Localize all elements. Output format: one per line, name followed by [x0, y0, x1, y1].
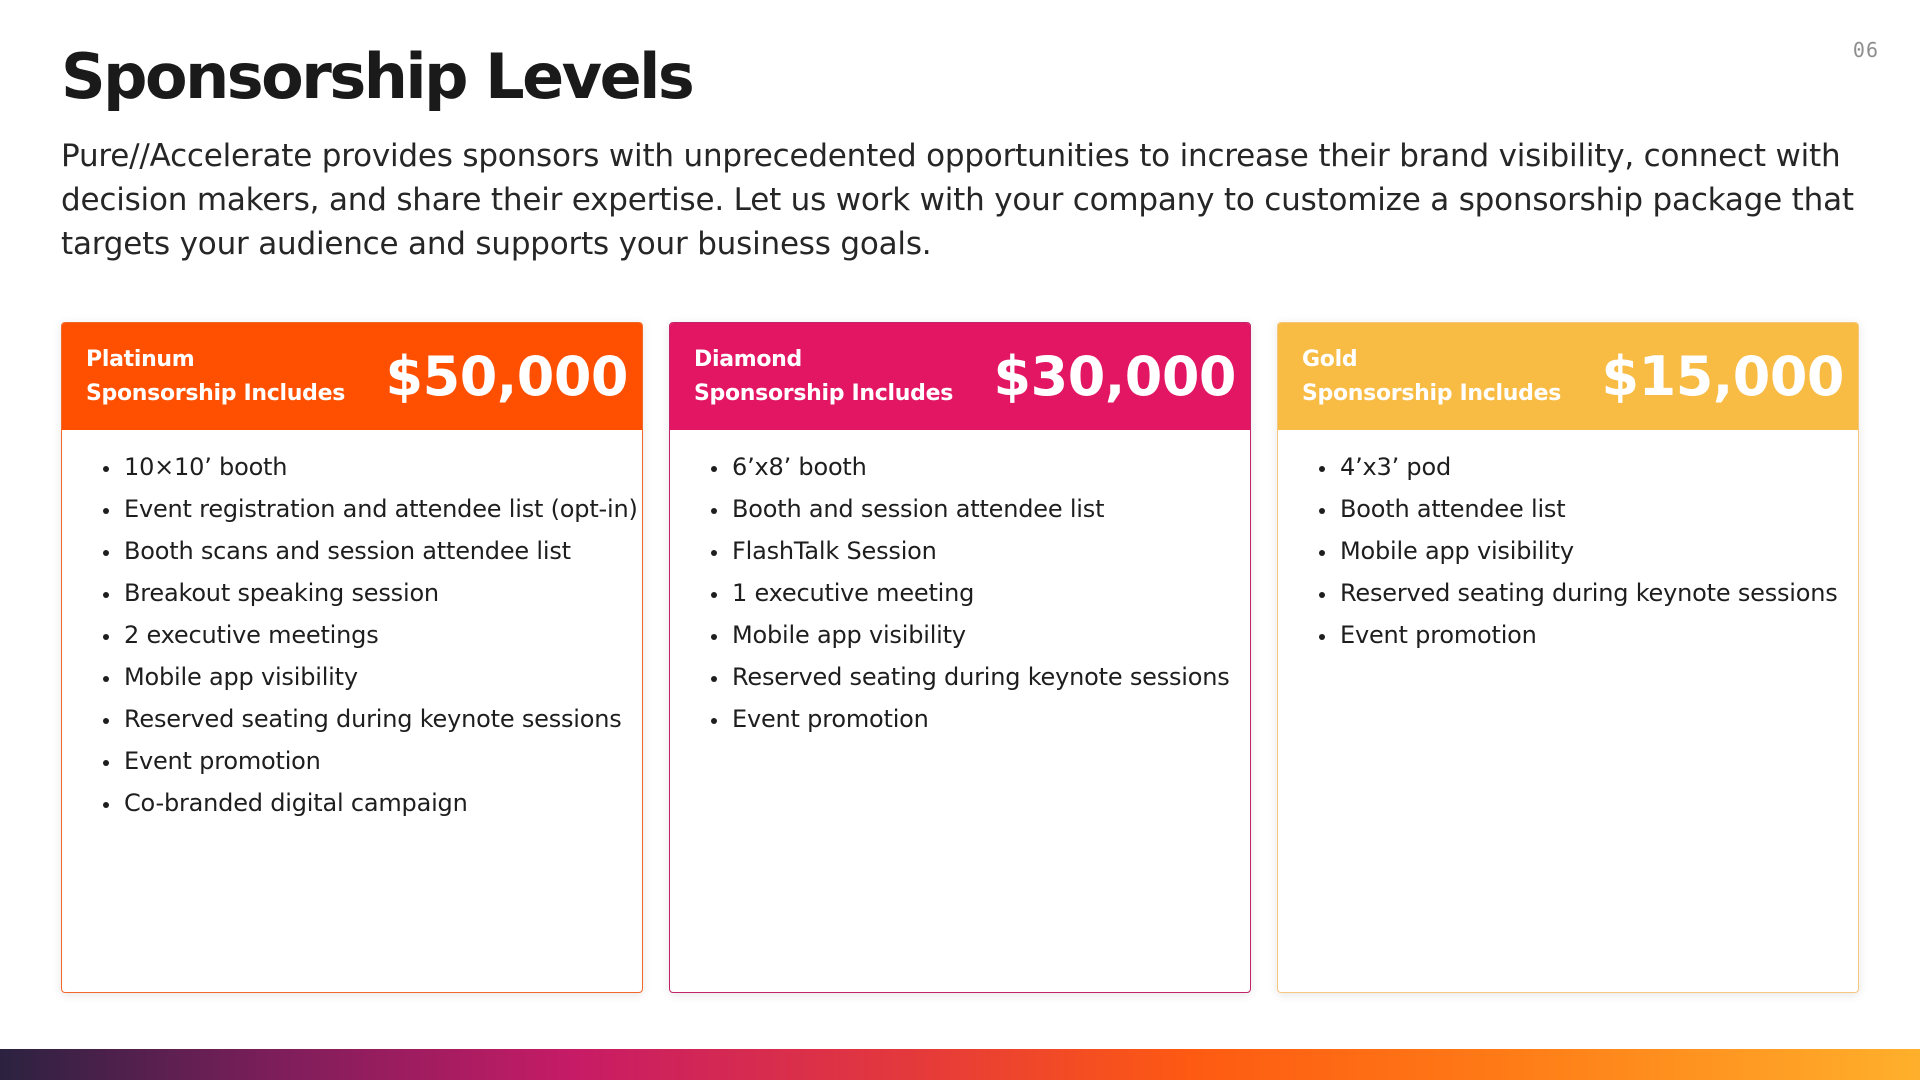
gold-benefits-list — [1338, 446, 1858, 656]
gold-tier-subtitle: Sponsorship Includes — [1302, 380, 1561, 406]
platinum-card — [61, 322, 643, 993]
platinum-benefits-list — [122, 446, 642, 824]
benefit-item: • Event promotion — [1338, 614, 1858, 656]
diamond-card-header — [670, 323, 1250, 430]
intro-paragraph: Pure//Accelerate provides sponsors with unprecedented opportunities to increase their brand visibility, connect with decision makers, and share their expertise. Let us work with your company to customize a sponsorship package that targets your audience and supports your business goals. — [61, 138, 1854, 262]
benefit-item: • Event promotion — [122, 740, 642, 782]
platinum-tier-subtitle: Sponsorship Includes — [86, 380, 345, 406]
diamond-benefits-list — [730, 446, 1250, 740]
benefit-item: • Booth and session attendee list — [730, 488, 1250, 530]
diamond-tier-name: Diamond — [694, 346, 802, 372]
diamond-price: $30,000 — [993, 345, 1236, 408]
benefit-item: • Mobile app visibility — [122, 656, 642, 698]
slide-title: Sponsorship Levels — [61, 40, 693, 113]
benefit-item: • Breakout speaking session — [122, 572, 642, 614]
benefit-item: • Reserved seating during keynote sessions — [122, 698, 642, 740]
gold-card — [1277, 322, 1859, 993]
benefit-item: • Booth attendee list — [1338, 488, 1858, 530]
diamond-tier-subtitle: Sponsorship Includes — [694, 380, 953, 406]
benefit-item: • FlashTalk Session — [730, 530, 1250, 572]
benefit-item: • Reserved seating during keynote sessions — [1338, 572, 1858, 614]
benefit-item: • Mobile app visibility — [730, 614, 1250, 656]
gold-card-body — [1278, 430, 1858, 656]
benefit-item: • 6’x8’ booth — [730, 446, 1250, 488]
platinum-tier-label — [86, 343, 345, 411]
benefit-item: • Booth scans and session attendee list — [122, 530, 642, 572]
diamond-card — [669, 322, 1251, 993]
benefit-item: • 2 executive meetings — [122, 614, 642, 656]
benefit-item: • 1 executive meeting — [730, 572, 1250, 614]
diamond-tier-label — [694, 343, 953, 411]
gold-tier-name: Gold — [1302, 346, 1358, 372]
benefit-item: • Co-branded digital campaign — [122, 782, 642, 824]
benefit-item: • Mobile app visibility — [1338, 530, 1858, 572]
benefit-item: • Reserved seating during keynote sessions — [730, 656, 1250, 698]
gold-price: $15,000 — [1601, 345, 1844, 408]
platinum-card-body — [62, 430, 642, 824]
platinum-tier-name: Platinum — [86, 346, 195, 372]
platinum-price: $50,000 — [385, 345, 628, 408]
diamond-card-body — [670, 430, 1250, 740]
gold-card-header — [1278, 323, 1858, 430]
benefit-item: • Event registration and attendee list (opt-in) — [122, 488, 642, 530]
benefit-item: • 4’x3’ pod — [1338, 446, 1858, 488]
benefit-item: • 10×10’ booth — [122, 446, 642, 488]
gold-tier-label — [1302, 343, 1561, 411]
platinum-card-header — [62, 323, 642, 430]
brand-gradient-bar — [0, 1049, 1920, 1080]
benefit-item: • Event promotion — [730, 698, 1250, 740]
page-number: 06 — [1852, 38, 1879, 62]
